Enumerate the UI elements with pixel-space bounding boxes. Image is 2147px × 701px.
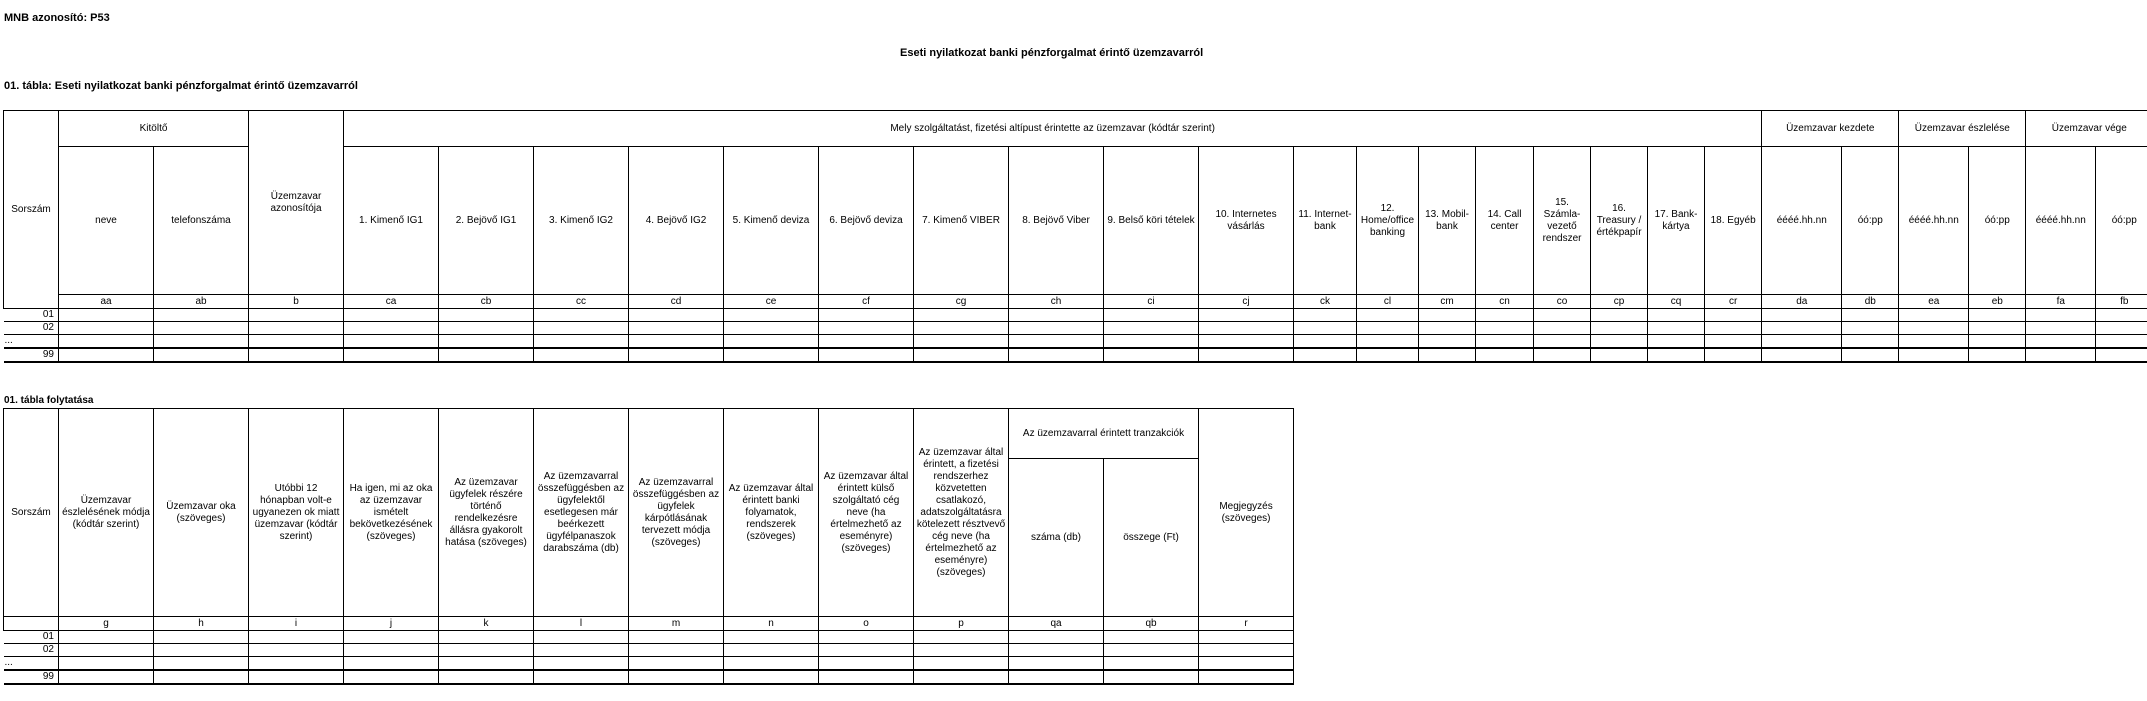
data-cell[interactable]: [1705, 335, 1762, 349]
table2-code-n: n: [724, 617, 819, 631]
table2-code-h: h: [154, 617, 249, 631]
table1-code-fa: fa: [2026, 295, 2096, 309]
data-cell[interactable]: [249, 348, 344, 362]
data-cell[interactable]: [819, 657, 914, 671]
t2-code-empty: [4, 617, 59, 631]
table1-code-b: b: [249, 295, 344, 309]
t1-sorszam-header: Sorszám: [4, 111, 59, 309]
t1-kezdete-header: Üzemzavar kezdete: [1762, 111, 1899, 147]
data-cell[interactable]: [1476, 322, 1534, 335]
data-cell[interactable]: [534, 644, 629, 657]
data-cell[interactable]: [1591, 309, 1648, 322]
data-cell[interactable]: [914, 309, 1009, 322]
data-cell[interactable]: [1104, 348, 1199, 362]
data-cell[interactable]: [1419, 348, 1476, 362]
data-cell[interactable]: [914, 348, 1009, 362]
t1-ci-header: 9. Belső köri tételek: [1104, 147, 1199, 295]
data-cell[interactable]: [59, 644, 154, 657]
table1-code-ck: ck: [1294, 295, 1357, 309]
data-cell[interactable]: [629, 644, 724, 657]
table1-code-db: db: [1842, 295, 1899, 309]
t2-qb-header: összege (Ft): [1104, 459, 1199, 617]
t1-ch-header: 8. Bejövő Viber: [1009, 147, 1104, 295]
table2-code-o: o: [819, 617, 914, 631]
data-cell[interactable]: [1648, 322, 1705, 335]
data-cell[interactable]: [724, 657, 819, 671]
table2-code-j: j: [344, 617, 439, 631]
table1-code-cn: cn: [1476, 295, 1534, 309]
data-cell[interactable]: [344, 348, 439, 362]
data-cell[interactable]: [914, 670, 1009, 684]
data-cell[interactable]: [1762, 348, 1842, 362]
table2-code-i: i: [249, 617, 344, 631]
data-cell[interactable]: [59, 657, 154, 671]
data-cell[interactable]: [1969, 348, 2026, 362]
data-cell[interactable]: [154, 335, 249, 349]
table2-code-k: k: [439, 617, 534, 631]
t1-cc-header: 3. Kimenő IG2: [534, 147, 629, 295]
row-number: 99: [4, 670, 59, 684]
data-cell[interactable]: [1199, 644, 1294, 657]
data-cell[interactable]: [1534, 348, 1591, 362]
data-cell[interactable]: [439, 631, 534, 644]
data-cell[interactable]: [59, 309, 154, 322]
data-cell[interactable]: [1969, 309, 2026, 322]
data-cell[interactable]: [344, 335, 439, 349]
data-cell[interactable]: [1357, 348, 1419, 362]
data-cell[interactable]: [154, 657, 249, 671]
t1-eszlelese-header: Üzemzavar észlelése: [1899, 111, 2026, 147]
data-cell[interactable]: [2026, 322, 2096, 335]
data-cell[interactable]: [1705, 322, 1762, 335]
table2-code-p: p: [914, 617, 1009, 631]
data-cell[interactable]: [1009, 335, 1104, 349]
table2-code-g: g: [59, 617, 154, 631]
data-cell[interactable]: [344, 670, 439, 684]
data-cell[interactable]: [629, 670, 724, 684]
data-cell[interactable]: [1009, 322, 1104, 335]
data-cell[interactable]: [344, 309, 439, 322]
data-cell[interactable]: [1842, 322, 1899, 335]
t2-h-header: Üzemzavar oka (szöveges): [154, 409, 249, 617]
row-number: 02: [4, 644, 59, 657]
data-cell[interactable]: [1357, 309, 1419, 322]
data-cell[interactable]: [344, 322, 439, 335]
data-cell[interactable]: [534, 335, 629, 349]
data-cell[interactable]: [819, 348, 914, 362]
data-cell[interactable]: [1104, 322, 1199, 335]
table1-code-da: da: [1762, 295, 1842, 309]
table-row: [4, 631, 1294, 644]
t1-vege-header: Üzemzavar vége: [2026, 111, 2147, 147]
table1: [3, 110, 2147, 363]
data-cell[interactable]: [534, 322, 629, 335]
data-cell[interactable]: [914, 335, 1009, 349]
data-cell[interactable]: [344, 657, 439, 671]
data-cell[interactable]: [914, 322, 1009, 335]
table1-code-cg: cg: [914, 295, 1009, 309]
data-cell[interactable]: [2026, 309, 2096, 322]
data-cell[interactable]: [1104, 657, 1199, 671]
data-cell[interactable]: [724, 335, 819, 349]
data-cell[interactable]: [724, 322, 819, 335]
data-cell[interactable]: [2096, 335, 2147, 349]
t2-sorszam-header: Sorszám: [4, 409, 59, 617]
table-row: [4, 670, 1294, 684]
data-cell[interactable]: [439, 644, 534, 657]
data-cell[interactable]: [344, 631, 439, 644]
t1-telefon-header: telefonszáma: [154, 147, 249, 295]
table1-code-cc: cc: [534, 295, 629, 309]
data-cell[interactable]: [1648, 348, 1705, 362]
table1-code-ca: ca: [344, 295, 439, 309]
table1-code-ci: ci: [1104, 295, 1199, 309]
t1-cg-header: 7. Kimenő VIBER: [914, 147, 1009, 295]
data-cell[interactable]: [724, 309, 819, 322]
data-cell[interactable]: [439, 670, 534, 684]
data-cell[interactable]: [2096, 322, 2147, 335]
data-cell[interactable]: [1009, 309, 1104, 322]
data-cell[interactable]: [154, 348, 249, 362]
data-cell[interactable]: [1899, 348, 1969, 362]
table1-code-fb: fb: [2096, 295, 2147, 309]
data-cell[interactable]: [1476, 348, 1534, 362]
data-cell[interactable]: [1199, 335, 1294, 349]
data-cell[interactable]: [1294, 335, 1357, 349]
data-cell[interactable]: [534, 309, 629, 322]
data-cell[interactable]: [819, 322, 914, 335]
table-row: [4, 644, 1294, 657]
data-cell[interactable]: [249, 335, 344, 349]
data-cell[interactable]: [1899, 335, 1969, 349]
data-cell[interactable]: [439, 309, 534, 322]
data-cell[interactable]: [59, 348, 154, 362]
table1-code-eb: eb: [1969, 295, 2026, 309]
data-cell[interactable]: [439, 335, 534, 349]
t2-j-header: Ha igen, mi az oka az üzemzavar ismételt bekövetkezésének (szöveges): [344, 409, 439, 617]
t1-cm-header: 13. Mobil-bank: [1419, 147, 1476, 295]
data-cell[interactable]: [1476, 335, 1534, 349]
data-cell[interactable]: [1476, 309, 1534, 322]
t2-n-header: Az üzemzavar által érintett banki folyamatok, rendszerek (szöveges): [724, 409, 819, 617]
data-cell[interactable]: [1534, 309, 1591, 322]
table2-code-qa: qa: [1009, 617, 1104, 631]
data-cell[interactable]: [154, 631, 249, 644]
data-cell[interactable]: [249, 657, 344, 671]
row-number: 01: [4, 631, 59, 644]
data-cell[interactable]: [1009, 657, 1104, 671]
data-cell[interactable]: [1591, 335, 1648, 349]
data-cell[interactable]: [1009, 644, 1104, 657]
data-cell[interactable]: [534, 631, 629, 644]
data-cell[interactable]: [1762, 309, 1842, 322]
table1-code-cd: cd: [629, 295, 724, 309]
data-cell[interactable]: [1534, 335, 1591, 349]
data-cell[interactable]: [1104, 335, 1199, 349]
data-cell[interactable]: [724, 631, 819, 644]
t1-neve-header: neve: [59, 147, 154, 295]
data-cell[interactable]: [59, 631, 154, 644]
t1-ce-header: 5. Kimenő deviza: [724, 147, 819, 295]
data-cell[interactable]: [2026, 348, 2096, 362]
table1-code-ch: ch: [1009, 295, 1104, 309]
data-cell[interactable]: [1199, 631, 1294, 644]
data-cell[interactable]: [1762, 335, 1842, 349]
data-cell[interactable]: [249, 631, 344, 644]
table2-caption: 01. tábla folytatása: [4, 395, 94, 406]
data-cell[interactable]: [2026, 335, 2096, 349]
t1-cf-header: 6. Bejövő deviza: [819, 147, 914, 295]
data-cell[interactable]: [534, 657, 629, 671]
t1-cn-header: 14. Call center: [1476, 147, 1534, 295]
data-cell[interactable]: [1899, 309, 1969, 322]
data-cell[interactable]: [154, 322, 249, 335]
data-cell[interactable]: [1842, 309, 1899, 322]
identifier: MNB azonosító: P53: [4, 12, 110, 24]
table1-code-cp: cp: [1591, 295, 1648, 309]
t2-r-header: Megjegyzés (szöveges): [1199, 409, 1294, 617]
data-cell[interactable]: [1762, 322, 1842, 335]
table1-code-cb: cb: [439, 295, 534, 309]
row-number: 02: [4, 322, 59, 335]
t1-ck-header: 11. Internet-bank: [1294, 147, 1357, 295]
data-cell[interactable]: [1104, 670, 1199, 684]
table1-code-aa: aa: [59, 295, 154, 309]
data-cell[interactable]: [1419, 322, 1476, 335]
table2-code-m: m: [629, 617, 724, 631]
table1-code-co: co: [1534, 295, 1591, 309]
table2: [3, 408, 1294, 685]
t2-i-header: Utóbbi 12 hónapban volt-e ugyanezen ok miatt üzemzavar (kódtár szerint): [249, 409, 344, 617]
table1-code-ea: ea: [1899, 295, 1969, 309]
table1-code-cf: cf: [819, 295, 914, 309]
data-cell[interactable]: [1842, 335, 1899, 349]
table2-code-r: r: [1199, 617, 1294, 631]
data-cell[interactable]: [1009, 348, 1104, 362]
table1-code-ce: ce: [724, 295, 819, 309]
data-cell[interactable]: [629, 348, 724, 362]
data-cell[interactable]: [724, 348, 819, 362]
t1-da-header: éééé.hh.nn: [1762, 147, 1842, 295]
row-number: 01: [4, 309, 59, 322]
data-cell[interactable]: [249, 644, 344, 657]
data-cell[interactable]: [534, 670, 629, 684]
data-cell[interactable]: [439, 322, 534, 335]
t2-k-header: Az üzemzavar ügyfelek részére történő rendelkezésre állásra gyakorolt hatása (szöveges): [439, 409, 534, 617]
data-cell[interactable]: [1294, 322, 1357, 335]
t1-eb-header: óó:pp: [1969, 147, 2026, 295]
table1-code-cr: cr: [1705, 295, 1762, 309]
data-cell[interactable]: [629, 657, 724, 671]
table2-code-qb: qb: [1104, 617, 1199, 631]
table1-code-cj: cj: [1199, 295, 1294, 309]
t1-kitolto-header: Kitöltő: [59, 111, 249, 147]
table1-code-cl: cl: [1357, 295, 1419, 309]
data-cell[interactable]: [1009, 631, 1104, 644]
data-cell[interactable]: [1969, 322, 2026, 335]
data-cell[interactable]: [629, 631, 724, 644]
t1-cj-header: 10. Internetes vásárlás: [1199, 147, 1294, 295]
table-row: [4, 309, 2147, 322]
table-row: [4, 322, 2147, 335]
t1-cq-header: 17. Bank-kártya: [1648, 147, 1705, 295]
data-cell[interactable]: [1842, 348, 1899, 362]
data-cell[interactable]: [249, 309, 344, 322]
data-cell[interactable]: [629, 309, 724, 322]
data-cell[interactable]: [629, 335, 724, 349]
data-cell[interactable]: [439, 348, 534, 362]
table-row: [4, 657, 1294, 671]
data-cell[interactable]: [914, 631, 1009, 644]
t1-cp-header: 16. Treasury /értékpapír: [1591, 147, 1648, 295]
data-cell[interactable]: [724, 644, 819, 657]
data-cell[interactable]: [819, 309, 914, 322]
data-cell[interactable]: [1534, 322, 1591, 335]
table1-caption: 01. tábla: Eseti nyilatkozat banki pénzforgalmat érintő üzemzavarról: [4, 80, 358, 92]
table1-code-cq: cq: [1648, 295, 1705, 309]
data-cell[interactable]: [1009, 670, 1104, 684]
data-cell[interactable]: [914, 657, 1009, 671]
t2-g-header: Üzemzavar észlelésének módja (kódtár szerint): [59, 409, 154, 617]
t1-cr-header: 18. Egyéb: [1705, 147, 1762, 295]
data-cell[interactable]: [1199, 309, 1294, 322]
table-row: [4, 348, 2147, 362]
data-cell[interactable]: [59, 322, 154, 335]
data-cell[interactable]: [1294, 348, 1357, 362]
t2-m-header: Az üzemzavarral összefüggésben az ügyfelek kárpótlásának tervezett módja (szöveges): [629, 409, 724, 617]
t2-qa-header: száma (db): [1009, 459, 1104, 617]
data-cell[interactable]: [154, 309, 249, 322]
row-number: ...: [4, 657, 59, 671]
data-cell[interactable]: [59, 670, 154, 684]
data-cell[interactable]: [1705, 348, 1762, 362]
data-cell[interactable]: [1104, 644, 1199, 657]
row-number: ...: [4, 335, 59, 349]
data-cell[interactable]: [1357, 322, 1419, 335]
data-cell[interactable]: [1648, 335, 1705, 349]
t1-uzemzavar-azon-header: Üzemzavar azonosítója: [249, 111, 344, 295]
page-title: Eseti nyilatkozat banki pénzforgalmat érintő üzemzavarról: [900, 47, 1204, 59]
data-cell[interactable]: [2096, 309, 2147, 322]
t1-ca-header: 1. Kimenő IG1: [344, 147, 439, 295]
data-cell[interactable]: [819, 631, 914, 644]
table-row: [4, 335, 2147, 349]
data-cell[interactable]: [154, 644, 249, 657]
data-cell[interactable]: [819, 644, 914, 657]
t2-l-header: Az üzemzavarral összefüggésben az ügyfelektől esetlegesen már beérkezett ügyfélpanaszok darabszáma (db): [534, 409, 629, 617]
data-cell[interactable]: [914, 644, 1009, 657]
data-cell[interactable]: [344, 644, 439, 657]
data-cell[interactable]: [1648, 309, 1705, 322]
data-cell[interactable]: [1591, 348, 1648, 362]
t1-cb-header: 2. Bejövő IG1: [439, 147, 534, 295]
t1-co-header: 15. Számla-vezető rendszer: [1534, 147, 1591, 295]
t2-p-header: Az üzemzavar által érintett, a fizetési rendszerhez közvetetten csatlakozó, adatszolgáltatásra kötelezett résztvevő cég neve (ha értelmezhető az eseményre) (szöveges): [914, 409, 1009, 617]
data-cell[interactable]: [534, 348, 629, 362]
t1-fa-header: éééé.hh.nn: [2026, 147, 2096, 295]
data-cell[interactable]: [819, 335, 914, 349]
data-cell[interactable]: [1199, 348, 1294, 362]
table1-code-ab: ab: [154, 295, 249, 309]
data-cell[interactable]: [1705, 309, 1762, 322]
t1-ea-header: éééé.hh.nn: [1899, 147, 1969, 295]
t2-q-header: Az üzemzavarral érintett tranzakciók: [1009, 409, 1199, 459]
data-cell[interactable]: [249, 322, 344, 335]
table2-code-l: l: [534, 617, 629, 631]
data-cell[interactable]: [2096, 348, 2147, 362]
t1-szolgaltatas-header: Mely szolgáltatást, fizetési altípust érintette az üzemzavar (kódtár szerint): [344, 111, 1762, 147]
data-cell[interactable]: [1419, 335, 1476, 349]
t1-cd-header: 4. Bejövő IG2: [629, 147, 724, 295]
data-cell[interactable]: [724, 670, 819, 684]
t1-db-header: óó:pp: [1842, 147, 1899, 295]
data-cell[interactable]: [1357, 335, 1419, 349]
data-cell[interactable]: [1899, 322, 1969, 335]
data-cell[interactable]: [1104, 309, 1199, 322]
data-cell[interactable]: [154, 670, 249, 684]
data-cell[interactable]: [1591, 322, 1648, 335]
data-cell[interactable]: [439, 657, 534, 671]
data-cell[interactable]: [59, 335, 154, 349]
row-number: 99: [4, 348, 59, 362]
data-cell[interactable]: [1419, 309, 1476, 322]
t2-o-header: Az üzemzavar által érintett külső szolgáltató cég neve (ha értelmezhető az eseményre) (szöveges): [819, 409, 914, 617]
data-cell[interactable]: [1199, 322, 1294, 335]
data-cell[interactable]: [1969, 335, 2026, 349]
t1-cl-header: 12. Home/office banking: [1357, 147, 1419, 295]
table1-code-cm: cm: [1419, 295, 1476, 309]
data-cell[interactable]: [1294, 309, 1357, 322]
data-cell[interactable]: [1199, 670, 1294, 684]
t1-fb-header: óó:pp: [2096, 147, 2147, 295]
data-cell[interactable]: [819, 670, 914, 684]
data-cell[interactable]: [629, 322, 724, 335]
data-cell[interactable]: [1104, 631, 1199, 644]
data-cell[interactable]: [249, 670, 344, 684]
data-cell[interactable]: [1199, 657, 1294, 671]
